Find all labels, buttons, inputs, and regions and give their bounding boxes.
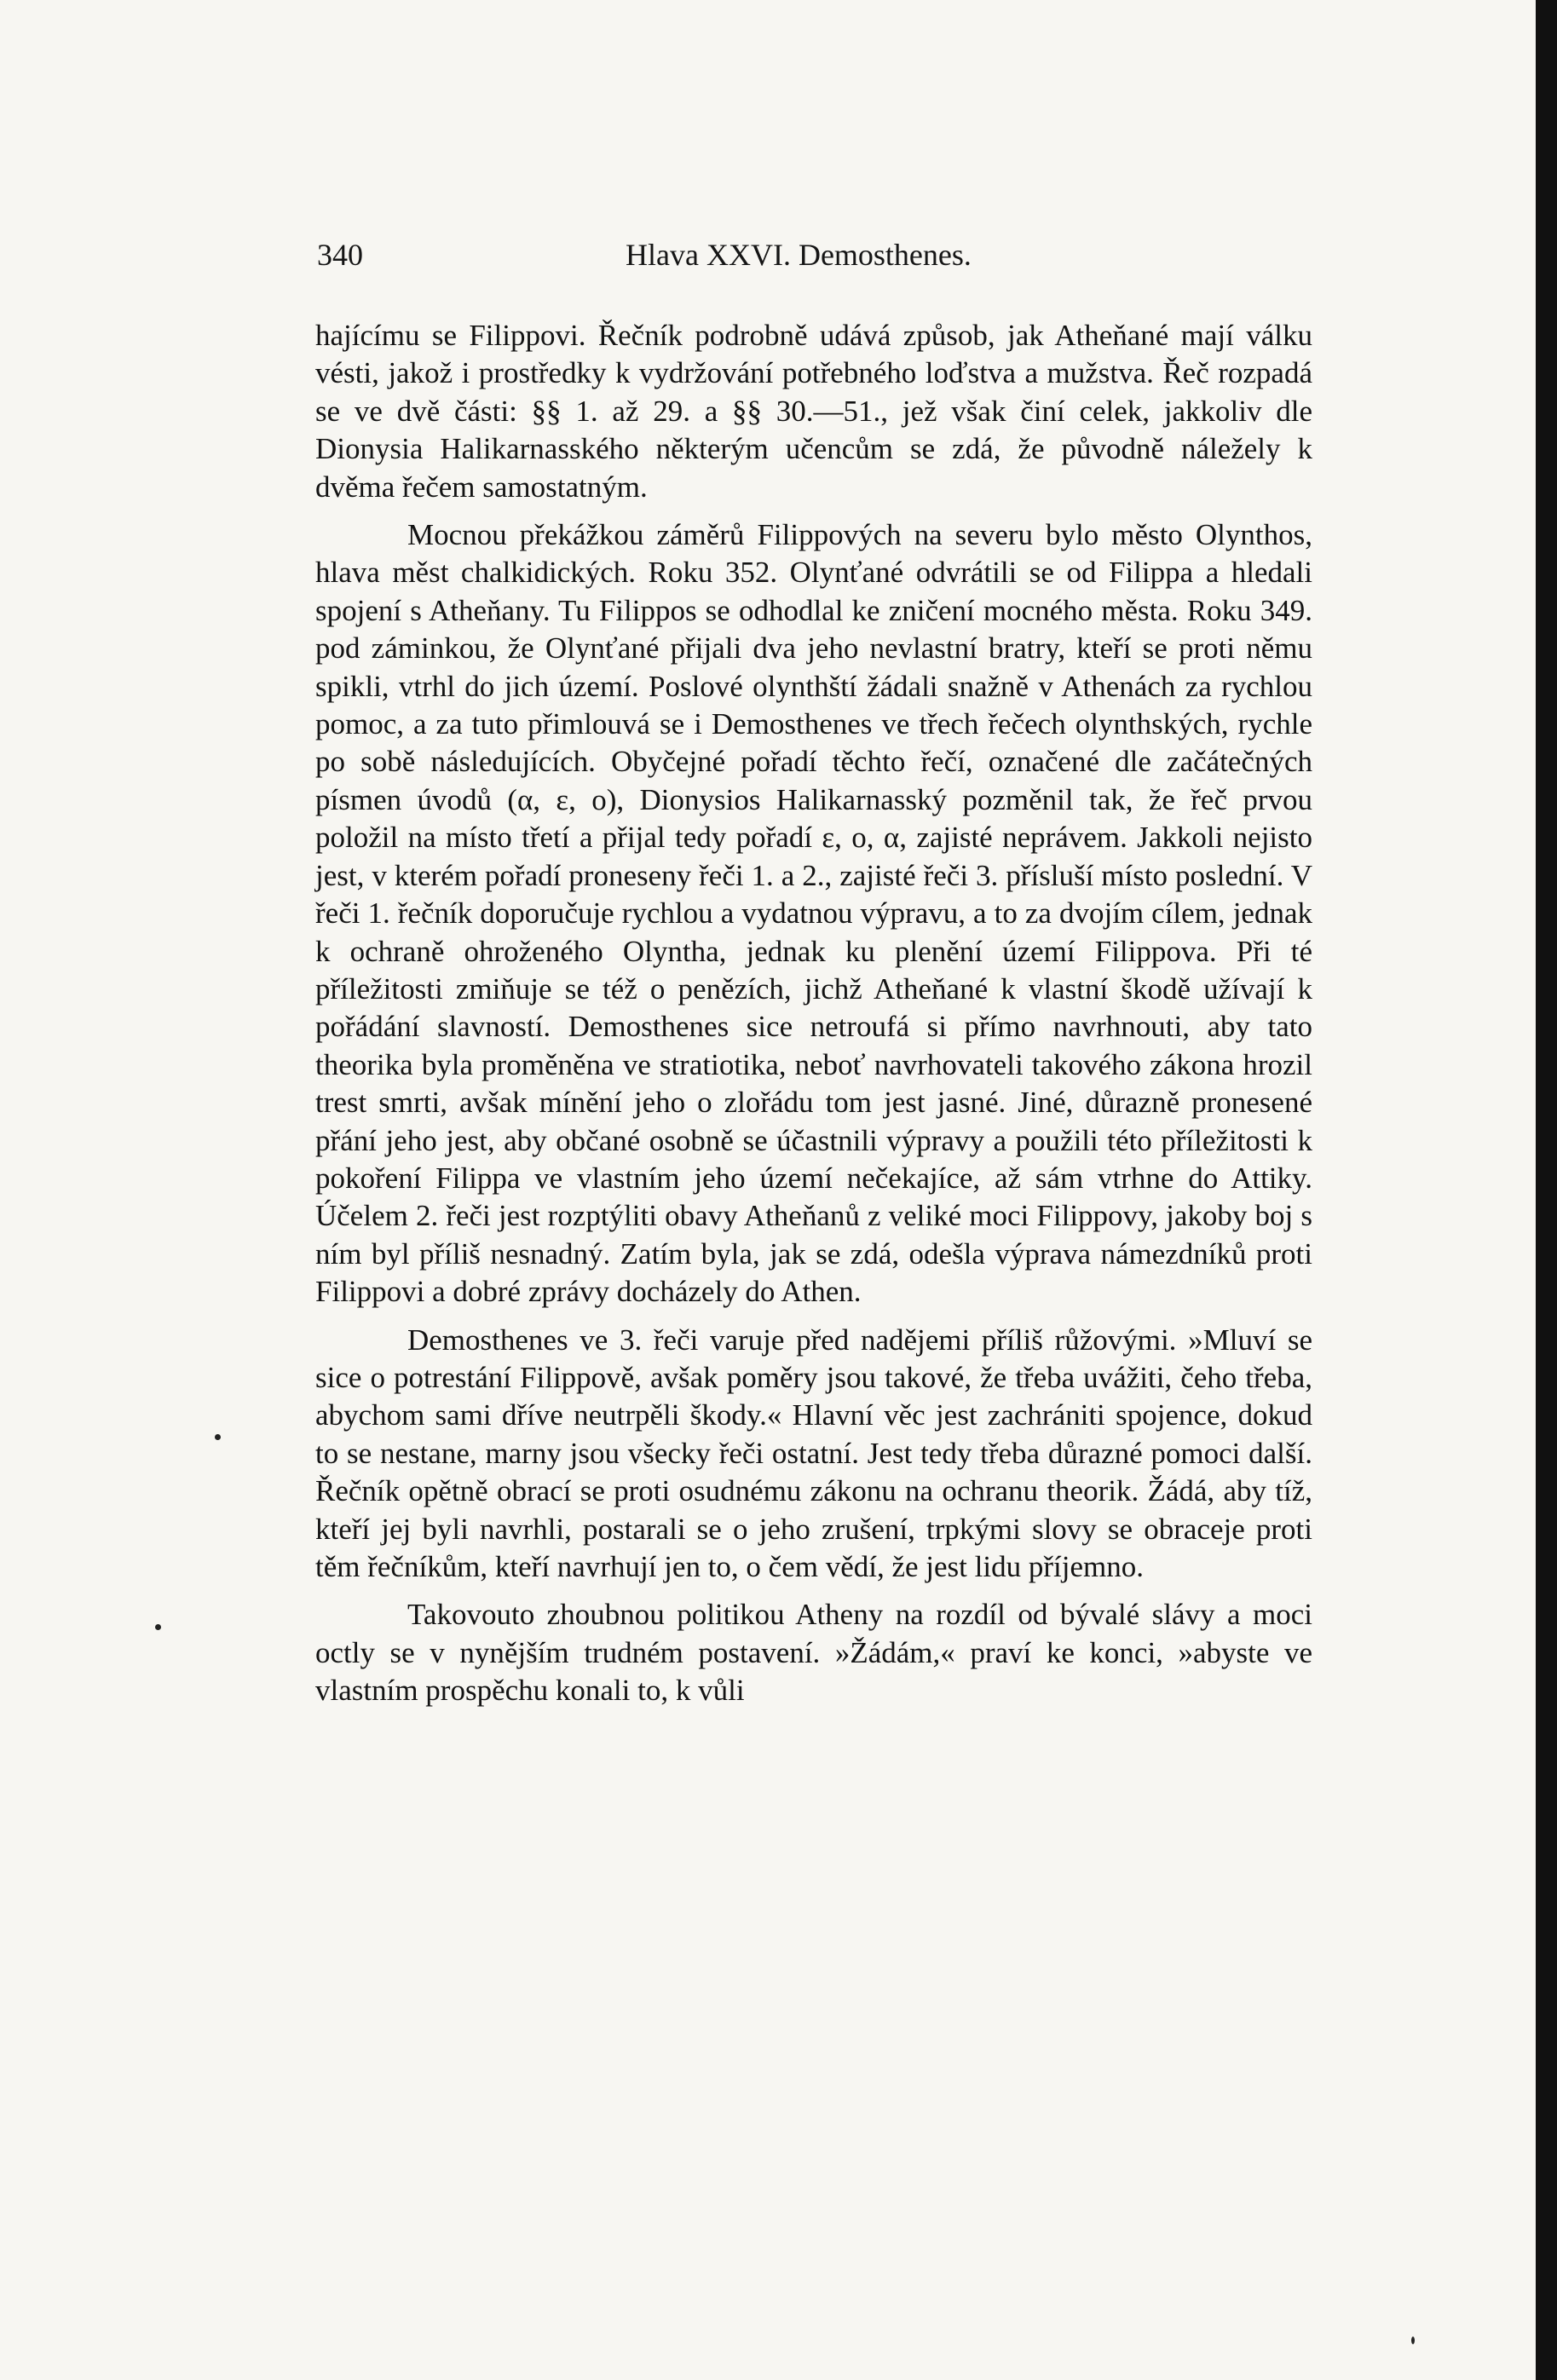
paragraph-4: Takovouto zhoubnou politikou Atheny na rozdíl od bývalé slávy a moci octly se v nynějším trudném postavení. »Žádám,« praví ke konci, »abyste ve vlastním prospěchu konali to, k vůli: [315, 1598, 1312, 1708]
running-head: [317, 237, 1312, 279]
paragraph-1: hajícímu se Filippovi. Řečník podrobně udává způsob, jak Atheňané mají válku vésti, jakož i prostředky k vydržování potřebného loďstva a mužstva. Řeč rozpadá se ve dvě části: §§ 1. až 29. a §§ 30.—51., jež však činí celek, jakkoliv dle Dionysia Halikarnasského některým učencům se zdá, že původně náležely k dvěma řečem samostatným.: [315, 319, 1312, 504]
chapter-title: Hlava XXVI. Demosthenes.: [626, 238, 972, 272]
ink-speck: [155, 1624, 161, 1630]
body-text: [315, 317, 1312, 1710]
ink-speck: [215, 1434, 221, 1440]
paragraph-3: Demosthenes ve 3. řeči varuje před nadějemi příliš růžovými. »Mluví se sice o potrestání Filippově, avšak poměry jsou takové, že třeba uvážiti, čeho třeba, abychom sami dříve neutrpěli škody.« Hlavní věc jest zachrániti spojence, dokud to se nestane, marny jsou všecky řeči ostatní. Jest tedy třeba důrazné pomoci další. Řečník opětně obrací se proti osudnému zákonu na ochranu theorik. Žádá, aby tíž, kteří jej byli navrhli, postarali se o jeho zrušení, trpkými slovy se obraceje proti těm řečníkům, kteří navrhují jen to, o čem vědí, že jest lidu příjemno.: [315, 1323, 1312, 1583]
scan-edge: [1536, 0, 1557, 2380]
page-number: 340: [317, 238, 363, 272]
ink-speck: [1411, 2337, 1415, 2344]
paragraph-2: Mocnou překážkou záměrů Filippových na severu bylo město Olynthos, hlava měst chalkidických. Roku 352. Olynťané odvrátili se od Filippa a hledali spojení s Atheňany. Tu Filippos se odhodlal ke zničení mocného města. Roku 349. pod záminkou, že Olynťané přijali dva jeho nevlastní bratry, kteří se proti němu spikli, vtrhl do jich území. Poslové olynthští žádali snažně v Athenách za rychlou pomoc, a za tuto přimlouvá se i Demosthenes ve třech řečech olynthských, rychle po sobě následujících. Obyčejné pořadí těchto řečí, označené dle začátečných písmen úvodů (α, ε, ο), Dionysios Halikarnasský pozměnil tak, že řeč prvou položil na místo třetí a přijal tedy pořadí ε, ο, α, zajisté neprávem. Jakkoli nejisto jest, v kterém pořadí proneseny řeči 1. a 2., zajisté řeči 3. přísluší místo poslední. V řeči 1. řečník doporučuje rychlou a vydatnou výpravu, a to za dvojím cílem, jednak k ochraně ohroženého Olyntha, jednak ku plenění území Filippova. Při té příležitosti zmiňuje se též o penězích, jichž Atheňané k vlastní škodě užívají k pořádání slavností. Demosthenes sice netroufá si přímo navrhnouti, aby tato theorika byla proměněna ve stratiotika, neboť navrhovateli takového zákona hrozil trest smrti, avšak mínění jeho o zlořádu tom jest jasné. Jiné, důrazně pronesené přání jeho jest, aby občané osobně se účastnili výpravy a použili této příležitosti k pokoření Filippa ve vlastním jeho území nečekajíce, až sám vtrhne do Attiky. Účelem 2. řeči jest rozptýliti obavy Atheňanů z veliké moci Filippovy, jakoby boj s ním byl příliš nesnadný. Zatím byla, jak se zdá, odešla výprava námezdníků proti Filippovi a dobré zprávy docházely do Athen.: [315, 518, 1312, 1309]
